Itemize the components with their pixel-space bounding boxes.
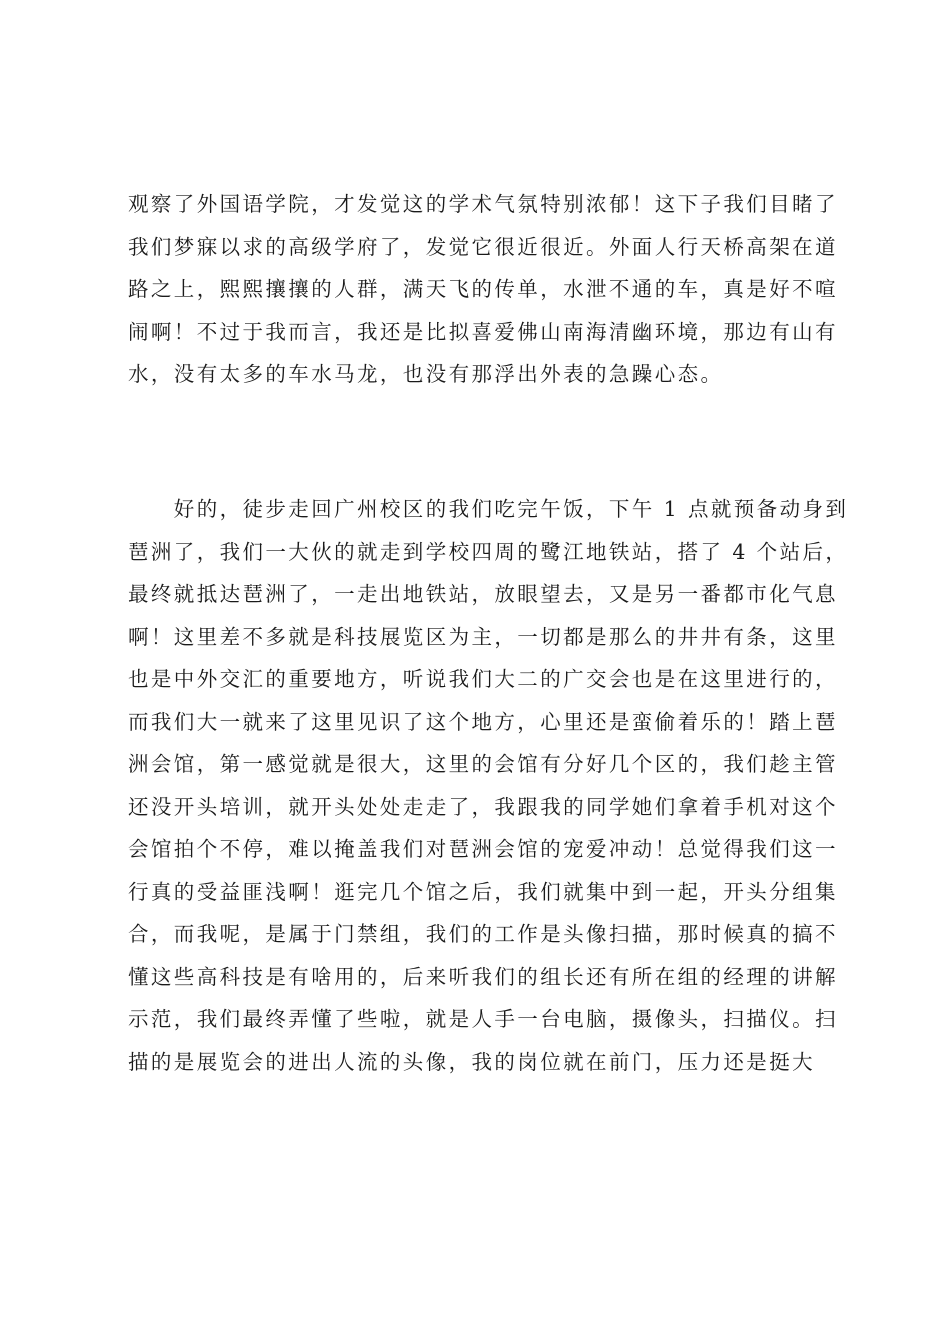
- text-line: 啊！这里差不多就是科技展览区为主，一切都是那么的井井有条，这里: [128, 624, 838, 649]
- text-line: 还没开头培训，就开头处处走走了，我跟我的同学她们拿着手机对这个: [128, 794, 838, 819]
- paragraph-1: [128, 183, 836, 396]
- text-line: 琶洲了，我们一大伙的就走到学校四周的鹭江地铁站，搭了 4 个站后，: [128, 539, 849, 564]
- text-line: 我们梦寐以求的高级学府了，发觉它很近很近。外面人行天桥高架在道: [128, 234, 838, 259]
- text-line: 合，而我呢，是属于门禁组，我们的工作是头像扫描，那时候真的搞不: [128, 922, 838, 946]
- text-line: 描的是展览会的进出人流的头像，我的岗位就在前门，压力还是挺大: [128, 1049, 815, 1074]
- text-line: 最终就抵达琶洲了，一走出地铁站，放眼望去，又是另一番都市化气息: [128, 582, 838, 606]
- text-line: 好的，徒步走回广州校区的我们吃完午饭，下午 1 点就预备动身到: [128, 497, 849, 521]
- text-line: 闹啊！不过于我而言，我还是比拟喜爱佛山南海清幽环境，那边有山有: [128, 319, 838, 344]
- paragraph-2: [128, 488, 849, 1083]
- text-line: 洲会馆，第一感觉就是很大，这里的会馆有分好几个区的，我们趁主管: [128, 752, 838, 776]
- text-line: 而我们大一就来了这里见识了这个地方，心里还是蛮偷着乐的！踏上琶: [128, 709, 838, 734]
- text-line: 观察了外国语学院，才发觉这的学术气氛特别浓郁！这下子我们目睹了: [128, 192, 838, 216]
- text-line: 也是中外交汇的重要地方，听说我们大二的广交会也是在这里进行的，: [128, 667, 838, 691]
- text-line: 懂这些高科技是有啥用的，后来听我们的组长还有所在组的经理的讲解: [128, 964, 838, 989]
- text-line: 会馆拍个不停，难以掩盖我们对琶洲会馆的宠爱冲动！总觉得我们这一: [128, 837, 838, 861]
- text-line: 示范，我们最终弄懂了些啦，就是人手一台电脑，摄像头，扫描仪。扫: [128, 1007, 838, 1031]
- text-line: 路之上，熙熙攘攘的人群，满天飞的传单，水泄不通的车，真是好不喧: [128, 277, 838, 301]
- text-line: 水，没有太多的车水马龙，也没有那浮出外表的急躁心态。: [128, 362, 724, 386]
- text-line: 行真的受益匪浅啊！逛完几个馆之后，我们就集中到一起，开头分组集: [128, 879, 838, 904]
